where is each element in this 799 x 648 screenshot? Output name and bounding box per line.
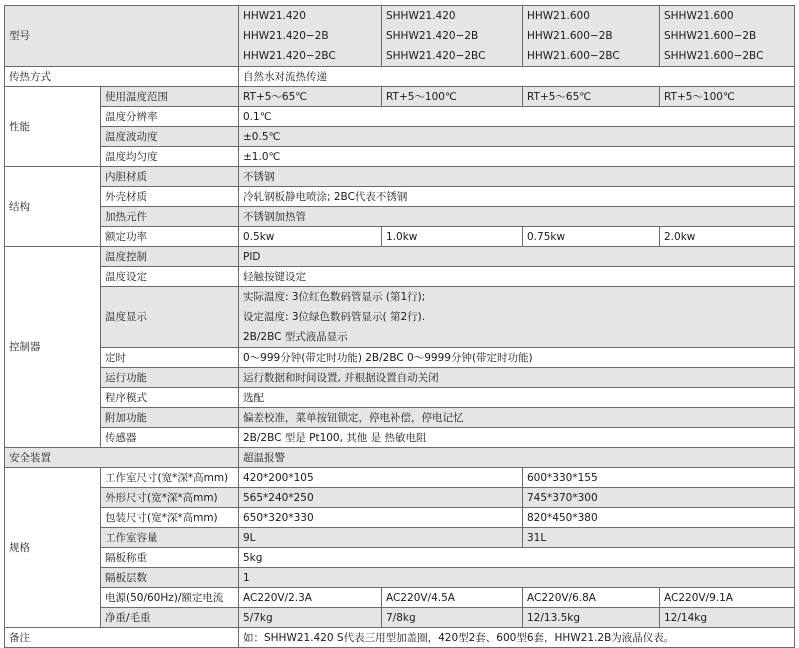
cell-value: 选配 [239, 388, 795, 408]
model-header-label: 型号 [5, 6, 239, 67]
cell-value: 9L [239, 528, 523, 548]
cell-value: 0.1℃ [239, 107, 795, 127]
row-label: 温度均匀度 [101, 147, 239, 167]
row-label: 隔板层数 [101, 568, 239, 588]
model-name: HHW21.420 [243, 10, 306, 22]
cell-value: 745*370*300 [523, 488, 795, 508]
row-label: 工作室尺寸(宽*深*高mm) [101, 468, 239, 488]
performance-label: 性能 [5, 87, 101, 167]
spec-row [5, 568, 795, 588]
row-label: 加热元件 [101, 207, 239, 227]
cell-value: AC220V/6.8A [523, 588, 660, 608]
notes-label: 备注 [5, 628, 239, 648]
structure-row [5, 187, 795, 207]
row-label: 附加功能 [101, 408, 239, 428]
heat-transfer-label: 传热方式 [5, 67, 239, 87]
model-name: SHHW21.420−2BC [386, 50, 486, 62]
cell-value: AC220V/2.3A [239, 588, 382, 608]
controller-row [5, 368, 795, 388]
cell-value: 0.5kw [239, 227, 382, 247]
row-label: 传感器 [101, 428, 239, 448]
controller-row [5, 388, 795, 408]
cell-value: ±0.5℃ [239, 127, 795, 147]
model-name: HHW21.600−2BC [527, 50, 620, 62]
safety-row [5, 448, 795, 468]
model-header-row [5, 6, 795, 67]
safety-label: 安全装置 [5, 448, 239, 468]
specs-label: 规格 [5, 468, 101, 628]
spec-row [5, 488, 795, 508]
cell-value: RT+5～100℃ [660, 87, 795, 107]
performance-row [5, 147, 795, 167]
controller-row [5, 428, 795, 448]
controller-row [5, 267, 795, 287]
cell-value: 12/13.5kg [523, 608, 660, 628]
row-label: 温度设定 [101, 267, 239, 287]
cell-value: 0.75kw [523, 227, 660, 247]
cell-value: 不锈钢加热管 [239, 207, 795, 227]
row-label: 包装尺寸(宽*深*高mm) [101, 508, 239, 528]
cell-value: RT+5～100℃ [382, 87, 523, 107]
row-label: 外壳材质 [101, 187, 239, 207]
safety-value: 超温报警 [239, 448, 795, 468]
display-line: 2B/2BC 型式液晶显示 [243, 331, 348, 343]
notes-row [5, 628, 795, 648]
cell-value: 820*450*380 [523, 508, 795, 528]
row-label: 温度控制 [101, 247, 239, 267]
cell-value: 冷轧钢板静电喷涂; 2BC代表不锈钢 [239, 187, 795, 207]
row-label: 隔板称重 [101, 548, 239, 568]
performance-row [5, 127, 795, 147]
cell-value: 12/14kg [660, 608, 795, 628]
row-label: 内胆材质 [101, 167, 239, 187]
controller-row [5, 287, 795, 348]
controller-row [5, 348, 795, 368]
cell-value: 1 [239, 568, 795, 588]
row-label: 外形尺寸(宽*深*高mm) [101, 488, 239, 508]
cell-value: 420*200*105 [239, 468, 523, 488]
notes-value: 如：SHHW21.420 S代表三用型加盖圈，420型2套、600型6套，HHW21.2B为液晶仪表。 [239, 628, 795, 648]
cell-value: 偏差校准，菜单按钮锁定，停电补偿，停电记忆 [239, 408, 795, 428]
row-label: 温度波动度 [101, 127, 239, 147]
row-label: 净重/毛重 [101, 608, 239, 628]
model-name: SHHW21.600−2BC [664, 50, 764, 62]
spec-table [4, 5, 795, 648]
spec-row [5, 588, 795, 608]
cell-value: RT+5～65℃ [239, 87, 382, 107]
performance-row [5, 107, 795, 127]
temperature-display-cell [239, 287, 795, 348]
row-label: 工作室容量 [101, 528, 239, 548]
row-label: 额定功率 [101, 227, 239, 247]
row-label: 运行功能 [101, 368, 239, 388]
spec-row [5, 528, 795, 548]
cell-value: 7/8kg [382, 608, 523, 628]
cell-value: PID [239, 247, 795, 267]
cell-value: RT+5～65℃ [523, 87, 660, 107]
structure-label: 结构 [5, 167, 101, 247]
controller-row [5, 247, 795, 267]
model-name: SHHW21.420 [386, 10, 456, 22]
spec-row [5, 468, 795, 488]
model-name: HHW21.600 [527, 10, 590, 22]
model-name: HHW21.420−2BC [243, 50, 336, 62]
cell-value: 运行数据和时间设置, 并根据设置自动关闭 [239, 368, 795, 388]
cell-value: AC220V/9.1A [660, 588, 795, 608]
spec-row [5, 608, 795, 628]
cell-value: 31L [523, 528, 795, 548]
cell-value: 0～999分钟(带定时功能) 2B/2BC 0～9999分钟(带定时功能) [239, 348, 795, 368]
cell-value: ±1.0℃ [239, 147, 795, 167]
row-label: 温度显示 [101, 287, 239, 348]
structure-row [5, 227, 795, 247]
model-cell-4 [660, 6, 795, 67]
cell-value: 600*330*155 [523, 468, 795, 488]
spec-row [5, 548, 795, 568]
performance-row [5, 87, 795, 107]
model-name: SHHW21.600 [664, 10, 734, 22]
structure-row [5, 207, 795, 227]
model-name: SHHW21.600−2B [664, 30, 757, 42]
cell-value: 轻触按键设定 [239, 267, 795, 287]
cell-value: 565*240*250 [239, 488, 523, 508]
cell-value: 5/7kg [239, 608, 382, 628]
cell-value: 2.0kw [660, 227, 795, 247]
model-cell-1 [239, 6, 382, 67]
cell-value: 5kg [239, 548, 795, 568]
row-label: 定时 [101, 348, 239, 368]
model-cell-2 [382, 6, 523, 67]
model-cell-3 [523, 6, 660, 67]
model-name: SHHW21.420−2B [386, 30, 479, 42]
heat-transfer-row [5, 67, 795, 87]
cell-value: 2B/2BC 型是 Pt100, 其他 是 热敏电阻 [239, 428, 795, 448]
cell-value: 1.0kw [382, 227, 523, 247]
model-name: HHW21.420−2B [243, 30, 329, 42]
row-label: 程序模式 [101, 388, 239, 408]
cell-value: 不锈钢 [239, 167, 795, 187]
row-label: 电源(50/60Hz)/额定电流 [101, 588, 239, 608]
display-line: 设定温度: 3位绿色数码管显示( 第2行). [243, 311, 426, 323]
row-label: 温度分辨率 [101, 107, 239, 127]
cell-value: AC220V/4.5A [382, 588, 523, 608]
model-name: HHW21.600−2B [527, 30, 613, 42]
row-label: 使用温度范围 [101, 87, 239, 107]
structure-row [5, 167, 795, 187]
heat-transfer-value: 自然水对流热传递 [239, 67, 795, 87]
controller-row [5, 408, 795, 428]
controller-label: 控制器 [5, 247, 101, 448]
cell-value: 650*320*330 [239, 508, 523, 528]
display-line: 实际温度: 3位红色数码管显示 (第1行); [243, 291, 426, 303]
spec-row [5, 508, 795, 528]
